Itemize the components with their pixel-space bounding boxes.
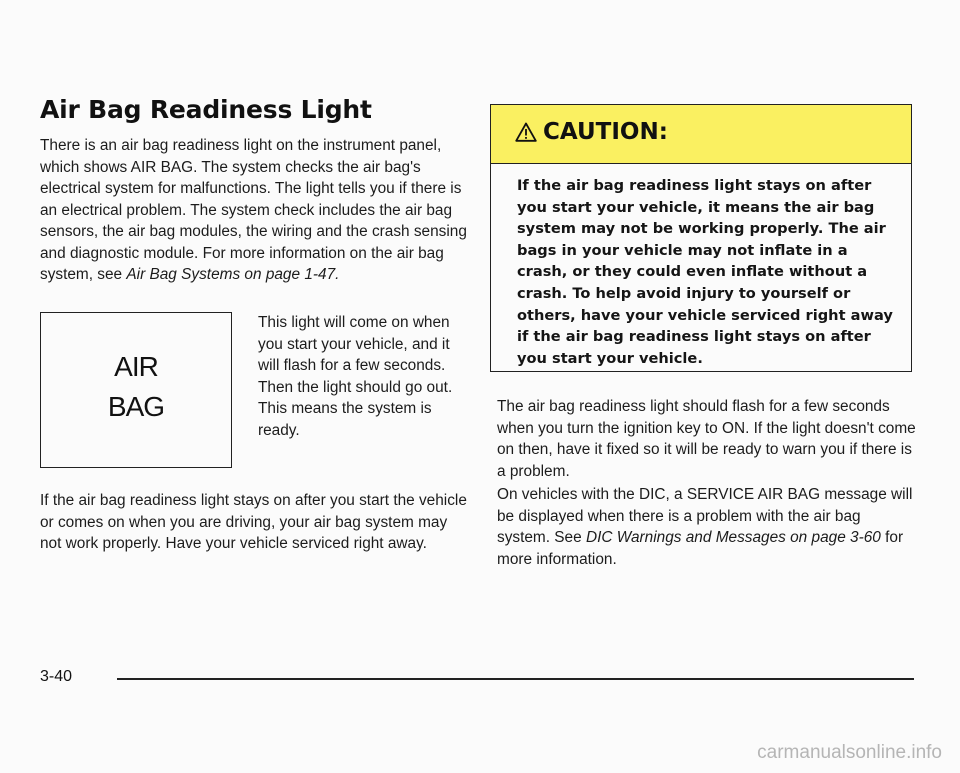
dic-text-start: On vehicles with the DIC, a SERVICE AIR BAG message will be displayed when there is a problem with the air bag system. See xyxy=(497,486,913,546)
air-bag-indicator-illustration xyxy=(40,312,232,468)
flash-paragraph: The air bag readiness light should flash for a few seconds when you turn the ignition key to ON. If the light doesn't come on then, have it fixed so it will be ready to warn you if there is a problem. xyxy=(497,398,916,480)
air-bag-indicator-label xyxy=(41,347,231,427)
page-number: 3-40 xyxy=(40,668,73,685)
stays-on-paragraph: If the air bag readiness light stays on after you start the vehicle or comes on when you are driving, your air bag system may not work properly. Have your vehicle serviced right away. xyxy=(40,492,467,552)
indicator-line-1: AIR xyxy=(114,351,158,382)
footer-rule xyxy=(117,678,914,680)
indicator-line-2: BAG xyxy=(107,391,165,422)
watermark: carmanualsonline.info xyxy=(757,742,942,763)
intro-paragraph xyxy=(40,135,470,286)
caution-header xyxy=(491,105,911,164)
light-description: This light will come on when you start your vehicle, and it will flash for a few seconds. Then the light should go out. This means the system is ready. xyxy=(258,314,453,439)
caution-title-text: CAUTION: xyxy=(543,119,668,145)
warning-triangle-icon xyxy=(515,122,537,142)
section-heading: Air Bag Readiness Light xyxy=(40,95,372,124)
dic-warnings-reference: DIC Warnings and Messages on page 3-60 xyxy=(585,529,881,546)
intro-text: There is an air bag readiness light on the instrument panel, which shows AIR BAG. The system checks the air bag's electrical system for malfunctions. The light tells you if there is an electrical problem. The system check includes the air bag sensors, the air bag modules, the wiring and the crash sensing and diagnostic module. For more information on the air bag system, see xyxy=(40,137,467,283)
air-bag-systems-reference: Air Bag Systems on page 1-47. xyxy=(126,266,340,283)
caution-body: If the air bag readiness light stays on after you start your vehicle, it means the air bag system may not be working properly. The air bags in your vehicle may not inflate in a crash, or they could even inflate without a crash. To help avoid injury to yourself or others, have your vehicle serviced right away if the air bag readiness light stays on after you start your vehicle. xyxy=(517,177,893,367)
caution-box xyxy=(490,104,912,372)
caution-title xyxy=(515,119,668,145)
dic-paragraph xyxy=(497,484,917,570)
dic-text-end: for more information. xyxy=(497,529,904,568)
